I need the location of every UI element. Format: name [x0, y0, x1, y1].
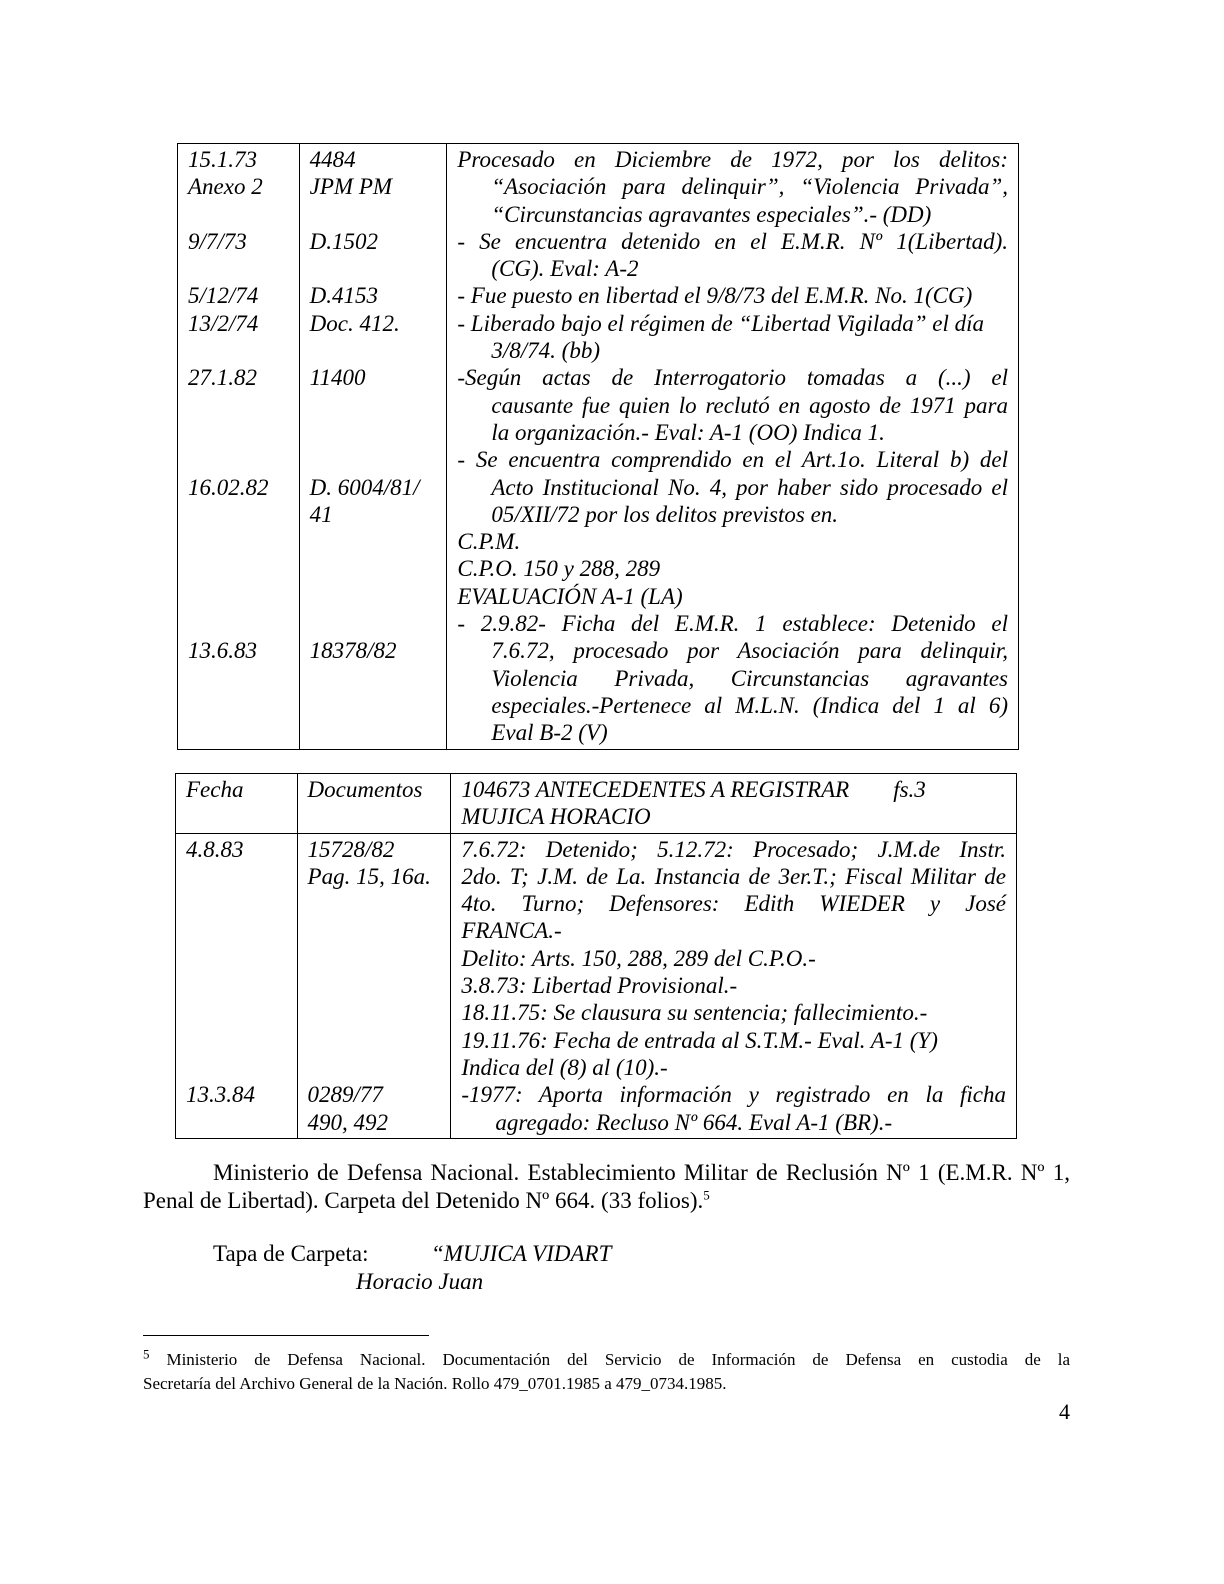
document-cell: Doc. 412. — [309, 310, 400, 336]
folder-cover — [213, 1240, 813, 1296]
date-cell: 13.3.84 — [186, 1082, 255, 1108]
document-cell: 41 — [309, 501, 333, 527]
header-title — [451, 774, 1017, 834]
description-line: -1977: Aporta información y registrado en la ficha — [461, 1082, 1006, 1108]
date-cell: 9/7/73 — [188, 228, 247, 254]
antecedentes-table-2 — [175, 773, 1017, 1139]
paragraph-line: Ministerio de Defensa Nacional. Establecimiento Militar de Reclusión Nº 1 (E.M.R. Nº 1, — [213, 1160, 1070, 1185]
description-column — [451, 833, 1017, 1138]
description-line: (CG). Eval: A-2 — [491, 256, 639, 282]
date-cell: Anexo 2 — [188, 174, 263, 200]
date-cell: 16.02.82 — [188, 474, 269, 500]
document-cell: 490, 492 — [307, 1109, 389, 1135]
description-line: C.P.O. 150 y 288, 289 — [457, 556, 661, 582]
footnote — [143, 1348, 1070, 1396]
antecedentes-table-1 — [177, 143, 1019, 750]
description-line: - Se encuentra detenido en el E.M.R. Nº 1(Libertad). — [457, 228, 1008, 254]
folder-cover-line — [213, 1240, 813, 1268]
record-title: 104673 ANTECEDENTES A REGISTRAR — [461, 777, 850, 802]
document-cell: 15728/82 — [307, 836, 395, 862]
document-cell: 4484 — [309, 147, 356, 172]
footnote-reference[interactable]: 5 — [703, 1187, 710, 1203]
description-line: “Circunstancias agravantes especiales”.- (DD) — [491, 201, 932, 227]
description-line: - Fue puesto en libertad el 9/8/73 del E.M.R. No. 1(CG) — [457, 283, 973, 309]
description-line: 3.8.73: Libertad Provisional.- — [461, 973, 738, 999]
date-column — [178, 144, 300, 750]
description-line: 2do. T; J.M. de La. Instancia de 3er.T.; Fiscal Militar de — [461, 863, 1006, 889]
folder-cover-value: Horacio Juan — [356, 1269, 484, 1294]
footnote-number: 5 — [143, 1346, 150, 1362]
description-line: Violencia Privada, Circunstancias agravantes — [491, 665, 1008, 691]
header-documentos — [297, 774, 451, 834]
document-cell: JPM PM — [309, 174, 393, 200]
description-line: 7.6.72: Detenido; 5.12.72: Procesado; J.M.de Instr. — [461, 836, 1006, 862]
description-line: 18.11.75: Se clausura su sentencia; fallecimiento.- — [461, 1000, 928, 1026]
document-cell: 18378/82 — [309, 638, 397, 664]
date-cell: 13/2/74 — [188, 310, 259, 336]
description-line: agregado: Recluso Nº 664. Eval A-1 (BR).- — [495, 1109, 893, 1135]
description-line: 4to. Turno; Defensores: Edith WIEDER y José — [461, 891, 1006, 917]
table-row — [178, 144, 1019, 750]
description-line: Acto Institucional No. 4, por haber sido procesado el — [491, 474, 1008, 500]
description-line: -Según actas de Interrogatorio tomadas a (...) el — [457, 365, 1008, 391]
description-line: especiales.-Pertenece al M.L.N. (Indica del 1 al 6) — [491, 692, 1008, 718]
folder-cover-value: “MUJICA VIDART — [431, 1241, 612, 1266]
document-cell: D. 6004/81/ — [309, 474, 420, 500]
description-line: 3/8/74. (bb) — [491, 338, 600, 364]
description-line: - Liberado bajo el régimen de “Libertad Vigilada” el día — [457, 310, 985, 336]
header-fecha — [176, 774, 298, 834]
description-line: EVALUACIÓN A-1 (LA) — [457, 583, 683, 609]
document-column — [299, 144, 447, 750]
folder-cover-label: Tapa de Carpeta: — [213, 1241, 369, 1266]
document-cell: 0289/77 — [307, 1082, 383, 1108]
description-line: FRANCA.- — [461, 918, 562, 944]
description-line: “Asociación para delinquir”, “Violencia Privada”, — [491, 174, 1008, 200]
date-cell: 13.6.83 — [188, 638, 257, 664]
date-column — [176, 833, 298, 1138]
header-label: Documentos — [307, 777, 423, 802]
date-cell: 27.1.82 — [188, 365, 257, 391]
header-title-line — [461, 776, 1006, 803]
table-row — [176, 833, 1017, 1138]
document-cell: D.1502 — [309, 228, 379, 254]
folio-number: fs.3 — [893, 777, 926, 802]
description-line: Delito: Arts. 150, 288, 289 del C.P.O.- — [461, 945, 816, 971]
footnote-line — [143, 1348, 1070, 1372]
description-line: - 2.9.82- Ficha del E.M.R. 1 establece: Detenido el — [457, 611, 1008, 637]
footnote-divider — [143, 1335, 429, 1336]
description-line: 19.11.76: Fecha de entrada al S.T.M.- Eval. A-1 (Y) — [461, 1027, 938, 1053]
date-cell: 15.1.73 — [188, 147, 257, 172]
page-number: 4 — [1059, 1399, 1070, 1424]
document-cell: Pag. 15, 16a. — [307, 863, 431, 889]
description-line: Procesado en Diciembre de 1972, por los delitos: — [457, 147, 1008, 172]
description-line: la organización.- Eval: A-1 (OO) Indica 1. — [491, 419, 885, 445]
description-column — [447, 144, 1019, 750]
document-cell: 11400 — [309, 365, 366, 391]
table-header-row — [176, 774, 1017, 834]
footnote-line: Secretaría del Archivo General de la Nación. Rollo 479_0701.1985 a 479_0734.1985. — [143, 1374, 727, 1393]
body-paragraph — [143, 1159, 1070, 1215]
date-cell: 5/12/74 — [188, 283, 259, 309]
document-column — [297, 833, 451, 1138]
paragraph-text: Penal de Libertad). Carpeta del Detenido Nº 664. (33 folios). — [143, 1188, 704, 1213]
description-line: 05/XII/72 por los delitos previstos en. — [491, 501, 839, 527]
footnote-text: Ministerio de Defensa Nacional. Documentación del Servicio de Información de Defensa en custodia de la — [166, 1350, 1070, 1369]
document-cell: D.4153 — [309, 283, 379, 309]
description-line: Indica del (8) al (10).- — [461, 1054, 668, 1080]
description-line: 7.6.72, procesado por Asociación para delinquir, — [491, 638, 1008, 664]
description-line: Eval B-2 (V) — [491, 720, 608, 746]
header-label: Fecha — [186, 777, 244, 802]
paragraph-line — [143, 1187, 1070, 1215]
date-cell: 4.8.83 — [186, 836, 244, 862]
description-line: C.P.M. — [457, 529, 521, 555]
description-line: - Se encuentra comprendido en el Art.1o. Literal b) del — [457, 447, 1008, 473]
description-line: causante fue quien lo reclutó en agosto de 1971 para — [491, 392, 1008, 418]
subject-name: MUJICA HORACIO — [461, 804, 651, 830]
